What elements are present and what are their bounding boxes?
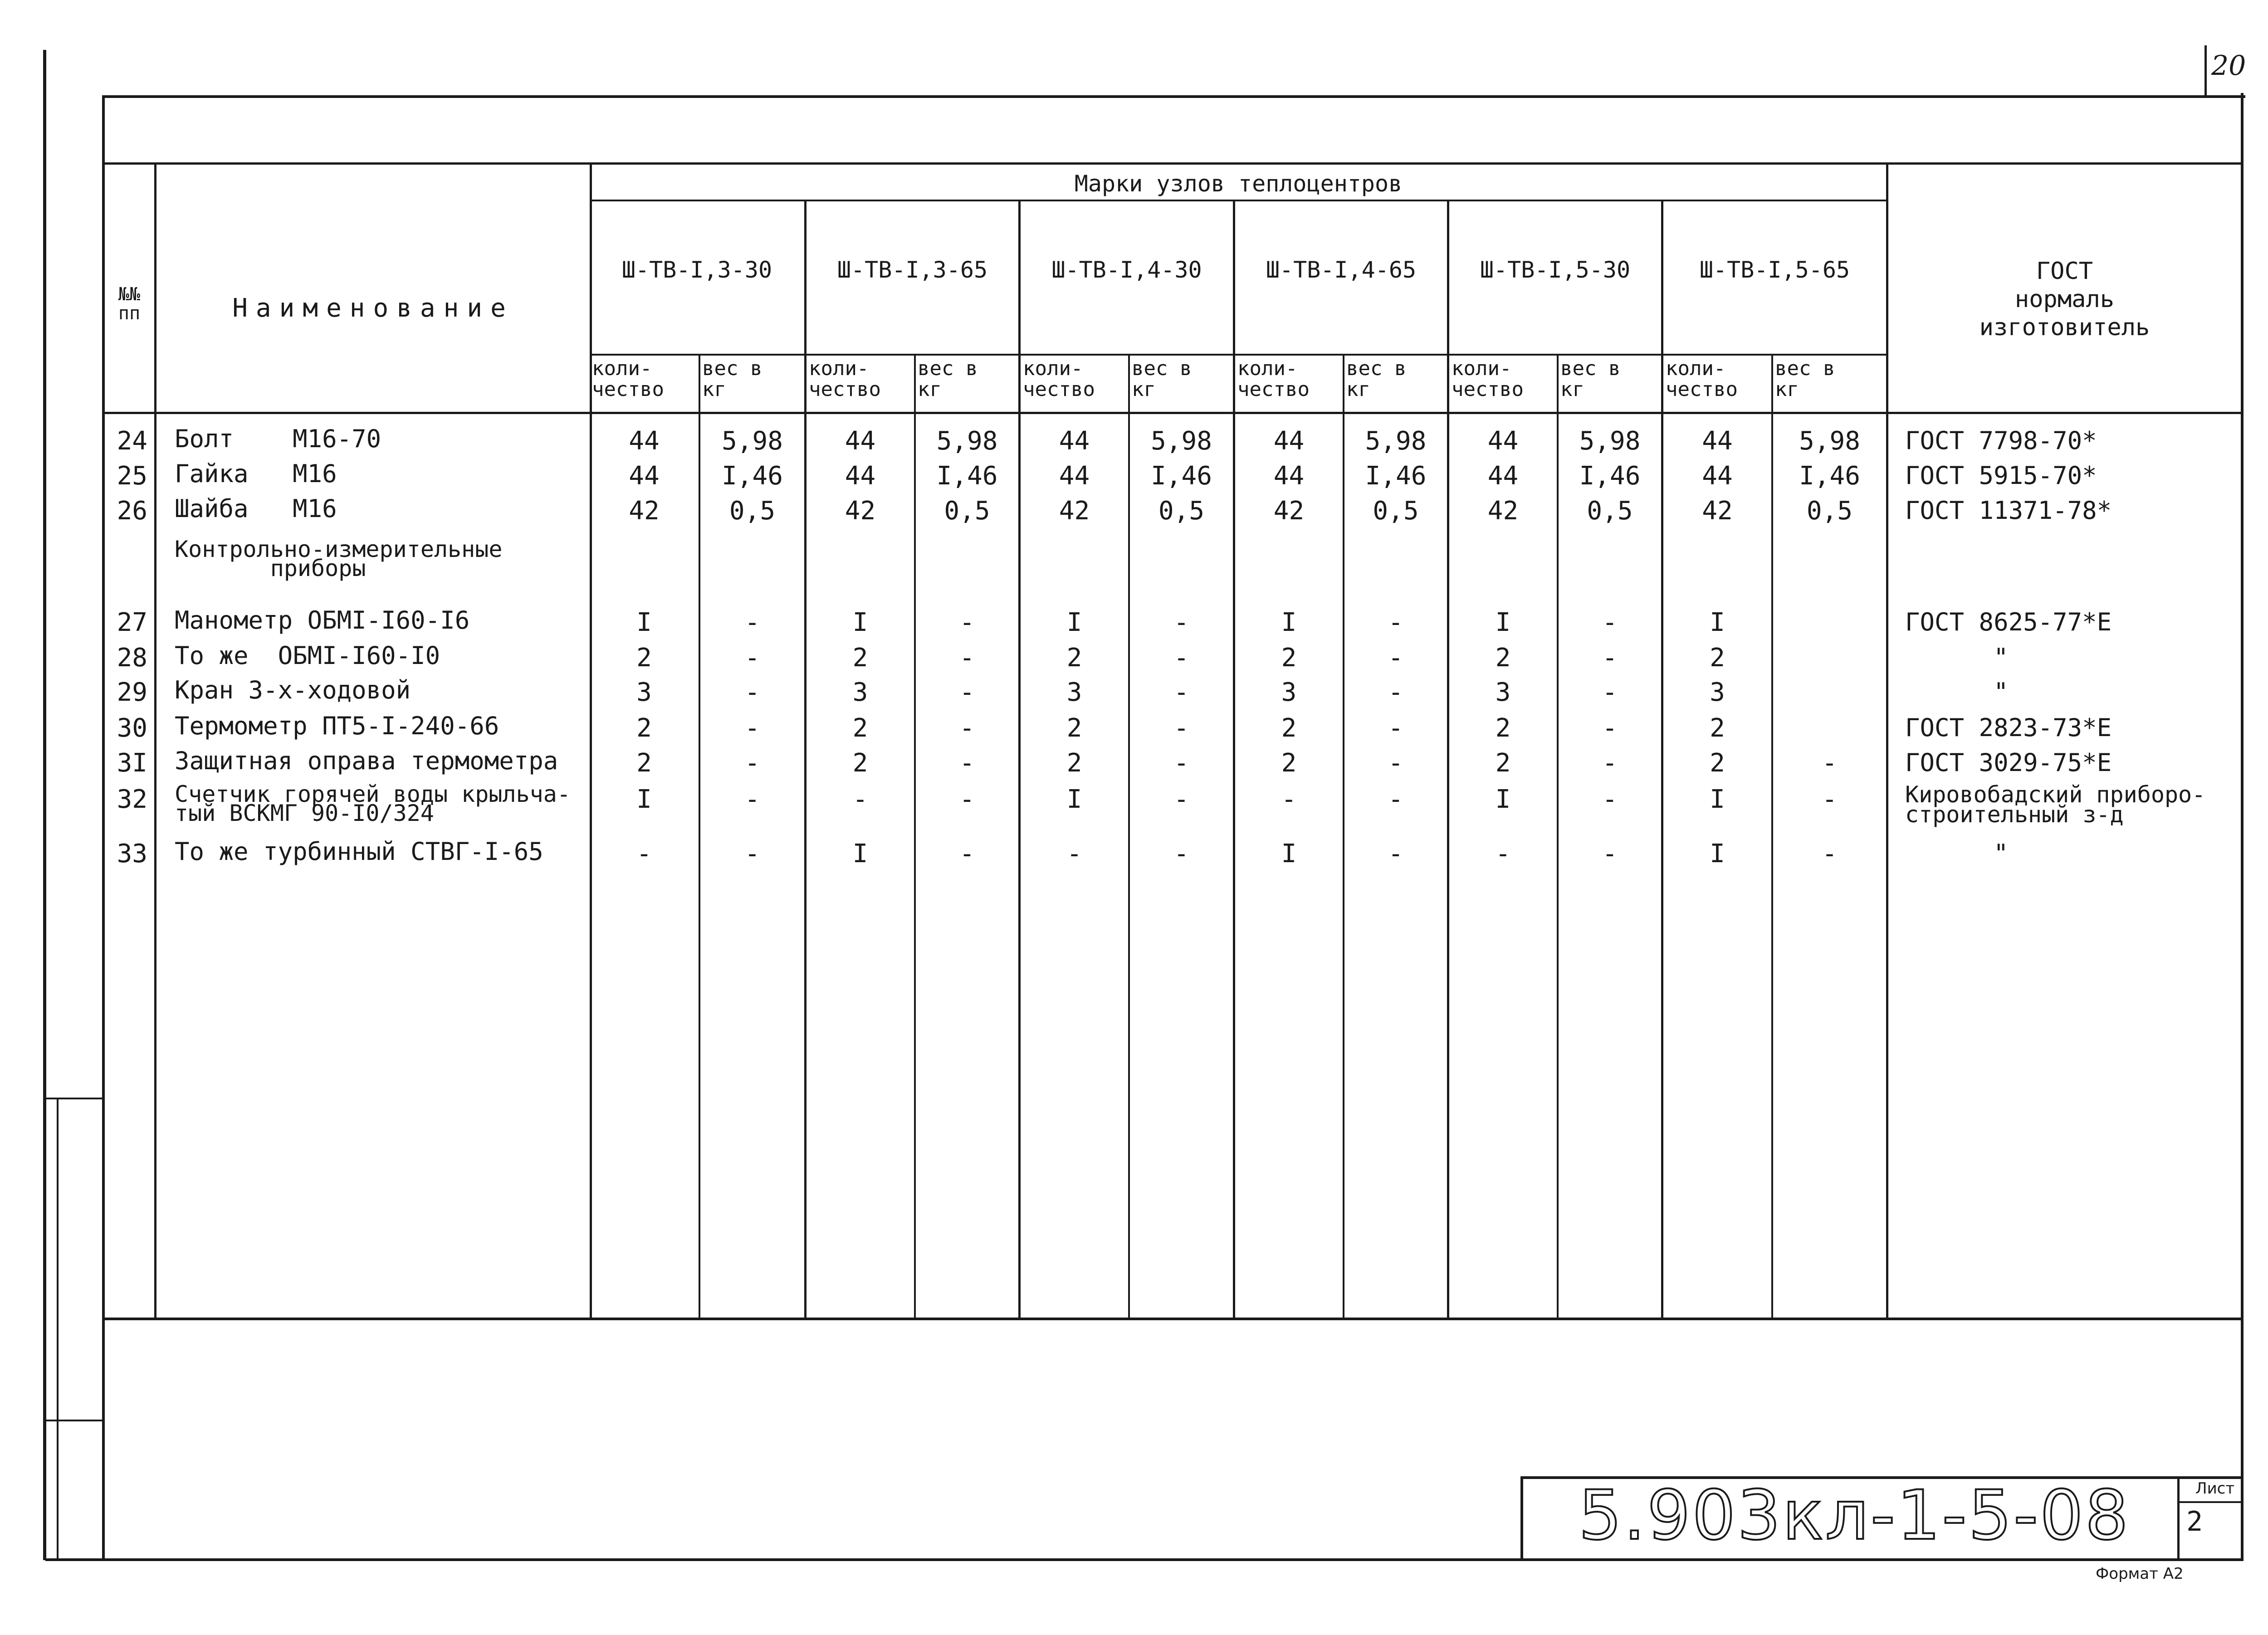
weight-label-3: вес в кг <box>1132 357 1192 401</box>
qty-cell: 2 <box>1066 643 1082 673</box>
qty-cell: 3 <box>1281 678 1297 707</box>
row-name: Защитная оправа термометра <box>175 747 558 775</box>
row-gost: ГОСТ 7798-70* <box>1905 426 2097 455</box>
row-gost: ГОСТ 5915-70* <box>1905 461 2097 490</box>
qty-cell: 42 <box>1702 496 1733 526</box>
qty-cell: - <box>852 785 868 814</box>
weight-cell: - <box>1388 785 1403 814</box>
weight-cell: - <box>1602 839 1618 869</box>
mark-5: Ш-ТВ-I,5-30 <box>1480 257 1631 283</box>
qty-cell: 44 <box>1059 426 1090 456</box>
row-number: 28 <box>117 643 147 673</box>
qty-label-2: коли- чество <box>809 357 881 401</box>
row-number: 29 <box>117 678 147 707</box>
qty-label-4: коли- чество <box>1237 357 1310 401</box>
weight-cell: I,46 <box>1365 461 1427 491</box>
row-name: Кран 3-х-ходовой <box>175 676 411 704</box>
table-header-bottom-line <box>102 412 2243 414</box>
qty-cell: 2 <box>1281 643 1297 673</box>
qty-cell: 2 <box>1066 748 1082 778</box>
weight-cell: - <box>1173 608 1189 637</box>
row-name: То же ОБМI-I60-I0 <box>175 641 440 670</box>
qty-label-6: коли- чество <box>1666 357 1738 401</box>
weight-cell: - <box>1388 839 1403 869</box>
qty-cell: 2 <box>852 643 868 673</box>
row-gost: Кировобадский приборо- строительный з-д <box>1905 781 2206 828</box>
weight-label-2: вес в кг <box>918 357 978 401</box>
weight-cell: - <box>744 608 760 637</box>
left-margin-line <box>43 50 46 1560</box>
qty-cell: 2 <box>852 713 868 743</box>
row-name: Термометр ПТ5-I-240-66 <box>175 712 499 740</box>
binding-vline <box>57 1098 59 1560</box>
marks-title-bottom-line <box>590 200 1887 201</box>
qty-cell: 2 <box>636 643 652 673</box>
qty-cell: I <box>852 839 868 869</box>
weight-cell: - <box>1822 839 1838 869</box>
row-name: Гайка М16 <box>175 459 337 488</box>
weight-label-5: вес в кг <box>1560 357 1621 401</box>
qty-cell: 2 <box>1710 643 1725 673</box>
qty-cell: 2 <box>1495 713 1511 743</box>
qty-cell: 42 <box>629 496 660 526</box>
qty-cell: I <box>1495 608 1511 637</box>
qty-cell: 44 <box>845 461 876 491</box>
qty-cell: 2 <box>636 748 652 778</box>
qty-cell: 42 <box>845 496 876 526</box>
weight-cell: - <box>1173 785 1189 814</box>
row-gost: ГОСТ 11371-78* <box>1905 496 2112 525</box>
weight-cell: - <box>1602 748 1618 778</box>
qty-cell: 44 <box>1273 461 1305 491</box>
weight-cell: I,46 <box>1579 461 1641 491</box>
mark-2: Ш-ТВ-I,3-65 <box>837 257 988 283</box>
mark-1: Ш-ТВ-I,3-30 <box>621 257 772 283</box>
qty-cell: 2 <box>1495 643 1511 673</box>
weight-cell: 5,98 <box>1151 426 1212 456</box>
qty-cell: 44 <box>1273 426 1305 456</box>
weight-cell: - <box>959 839 975 869</box>
qty-cell: I <box>636 785 652 814</box>
weight-cell: - <box>1388 748 1403 778</box>
row-number: 32 <box>117 785 147 814</box>
weight-cell: - <box>744 839 760 869</box>
weight-cell: I,46 <box>936 461 998 491</box>
header-num: №№ пп <box>118 284 141 324</box>
qty-cell: 2 <box>852 748 868 778</box>
qty-cell: 44 <box>845 426 876 456</box>
qty-cell: 44 <box>1487 426 1519 456</box>
weight-label-6: вес в кг <box>1775 357 1835 401</box>
qty-cell: 2 <box>1281 748 1297 778</box>
weight-cell: - <box>1822 785 1838 814</box>
row-gost: " <box>1994 643 2009 672</box>
table-top-line <box>102 162 2243 165</box>
weight-cell: 0,5 <box>944 496 990 526</box>
weight-cell: - <box>744 785 760 814</box>
row-number: 33 <box>117 839 147 869</box>
qty-cell: 42 <box>1059 496 1090 526</box>
format-label: Формат А2 <box>2096 1565 2184 1583</box>
stamp-left-line <box>1520 1476 1523 1560</box>
row-name: Болт М16-70 <box>175 425 381 453</box>
binding-line-1 <box>45 1098 102 1099</box>
col-line-num <box>154 162 156 1319</box>
weight-cell: - <box>1388 713 1403 743</box>
row-name: То же турбинный СТВГ-I-65 <box>175 837 543 866</box>
table-bottom-line <box>102 1318 2243 1320</box>
weight-cell: 0,5 <box>1587 496 1633 526</box>
page-number: 20 <box>2211 50 2246 82</box>
qty-cell: I <box>636 608 652 637</box>
frame-top-line <box>102 95 2245 98</box>
qty-cell: 3 <box>1495 678 1511 707</box>
qty-cell: I <box>1495 785 1511 814</box>
mark-6: Ш-ТВ-I,5-65 <box>1699 257 1850 283</box>
weight-label-4: вес в кг <box>1346 357 1407 401</box>
weight-cell: - <box>959 748 975 778</box>
weight-cell: 5,98 <box>1579 426 1641 456</box>
qty-cell: 44 <box>629 426 660 456</box>
qty-cell: 3 <box>1710 678 1725 707</box>
qty-cell: 44 <box>1702 426 1733 456</box>
weight-cell: - <box>1173 643 1189 673</box>
qty-cell: 44 <box>1702 461 1733 491</box>
qty-cell: 2 <box>1710 713 1725 743</box>
weight-cell: - <box>744 643 760 673</box>
weight-cell: - <box>1173 839 1189 869</box>
qty-cell: 2 <box>1281 713 1297 743</box>
weight-cell: - <box>1602 678 1618 707</box>
row-number: 30 <box>117 713 147 743</box>
weight-cell: 0,5 <box>729 496 776 526</box>
row-number: 24 <box>117 426 147 456</box>
weight-cell: I,46 <box>1151 461 1212 491</box>
header-gost: ГОСТ нормаль изготовитель <box>1979 258 2150 341</box>
qty-cell: 2 <box>1066 713 1082 743</box>
stamp-sheet-divider <box>2177 1476 2180 1560</box>
weight-cell: - <box>959 713 975 743</box>
weight-cell: 0,5 <box>1158 496 1205 526</box>
row-number: 27 <box>117 608 147 637</box>
weight-cell: - <box>1173 748 1189 778</box>
weight-cell: 5,98 <box>722 426 783 456</box>
qty-cell: I <box>1281 608 1297 637</box>
weight-cell: - <box>1388 678 1403 707</box>
qty-cell: 42 <box>1273 496 1305 526</box>
qty-cell: I <box>1281 839 1297 869</box>
weight-cell: - <box>959 678 975 707</box>
frame-right-line <box>2241 93 2244 1560</box>
qty-cell: 44 <box>629 461 660 491</box>
weight-cell: - <box>1602 643 1618 673</box>
binding-line-2 <box>45 1420 102 1421</box>
weight-cell: - <box>1602 713 1618 743</box>
weight-cell: - <box>959 643 975 673</box>
qty-cell: I <box>1710 785 1725 814</box>
weight-cell: 0,5 <box>1373 496 1419 526</box>
weight-cell: - <box>744 713 760 743</box>
weight-cell: 0,5 <box>1806 496 1853 526</box>
row-gost: " <box>1994 678 2009 706</box>
row-gost: ГОСТ 8625-77*Е <box>1905 608 2112 636</box>
weight-cell: - <box>1173 713 1189 743</box>
qty-cell: - <box>1281 785 1297 814</box>
row-number: 25 <box>117 461 147 491</box>
weight-cell: 5,98 <box>1365 426 1427 456</box>
weight-cell: 5,98 <box>1799 426 1860 456</box>
qty-cell: I <box>1710 608 1725 637</box>
row-number: 3I <box>117 748 147 778</box>
marks-sub-line <box>590 354 1887 356</box>
qty-cell: - <box>1066 839 1082 869</box>
weight-cell: - <box>1388 608 1403 637</box>
qty-label-3: коли- чество <box>1023 357 1095 401</box>
qty-cell: - <box>636 839 652 869</box>
qty-cell: 2 <box>1710 748 1725 778</box>
qty-label-5: коли- чество <box>1452 357 1524 401</box>
qty-cell: I <box>1066 785 1082 814</box>
weight-cell: - <box>1602 785 1618 814</box>
row-gost: ГОСТ 3029-75*Е <box>1905 748 2112 777</box>
row-name: Манометр ОБМI-I60-I6 <box>175 606 470 634</box>
weight-cell: - <box>1173 678 1189 707</box>
sheet-label: Лист <box>2195 1479 2235 1498</box>
qty-cell: I <box>1066 608 1082 637</box>
weight-cell: - <box>1388 643 1403 673</box>
row-number: 26 <box>117 496 147 526</box>
row-name: Контрольно-измерительные приборы <box>175 536 503 581</box>
weight-cell: I,46 <box>722 461 783 491</box>
weight-cell: - <box>1822 748 1838 778</box>
weight-cell: - <box>959 785 975 814</box>
weight-cell: - <box>744 748 760 778</box>
qty-cell: 3 <box>636 678 652 707</box>
sheet-number: 2 <box>2186 1506 2203 1537</box>
page-number-divider <box>2204 45 2207 95</box>
header-marks-title: Марки узлов теплоцентров <box>1074 171 1403 197</box>
row-name: Счетчик горячей воды крыльча- тый ВСКМГ 90-I0/324 <box>175 781 571 826</box>
qty-cell: 42 <box>1487 496 1519 526</box>
mark-3: Ш-ТВ-I,4-30 <box>1051 257 1202 283</box>
qty-cell: 44 <box>1487 461 1519 491</box>
weight-cell: I,46 <box>1799 461 1860 491</box>
qty-cell: - <box>1495 839 1511 869</box>
row-gost: ГОСТ 2823-73*Е <box>1905 713 2112 742</box>
weight-cell: - <box>744 678 760 707</box>
weight-cell: 5,98 <box>936 426 998 456</box>
weight-cell: - <box>1602 608 1618 637</box>
stamp-sheet-hline <box>2177 1501 2241 1503</box>
qty-cell: I <box>852 608 868 637</box>
qty-cell: 3 <box>1066 678 1082 707</box>
qty-label-1: коли- чество <box>592 357 664 401</box>
header-name: Наименование <box>232 293 514 323</box>
weight-cell: - <box>959 608 975 637</box>
frame-bottom-line <box>45 1558 2244 1561</box>
qty-cell: 44 <box>1059 461 1090 491</box>
qty-cell: I <box>1710 839 1725 869</box>
qty-cell: 3 <box>852 678 868 707</box>
row-gost: " <box>1994 839 2009 868</box>
qty-cell: 2 <box>1495 748 1511 778</box>
document-code: 5.903кл-1-5-08 <box>1579 1476 2131 1555</box>
row-name: Шайба М16 <box>175 494 337 523</box>
qty-cell: 2 <box>636 713 652 743</box>
weight-label-1: вес в кг <box>702 357 763 401</box>
mark-4: Ш-ТВ-I,4-65 <box>1266 257 1417 283</box>
